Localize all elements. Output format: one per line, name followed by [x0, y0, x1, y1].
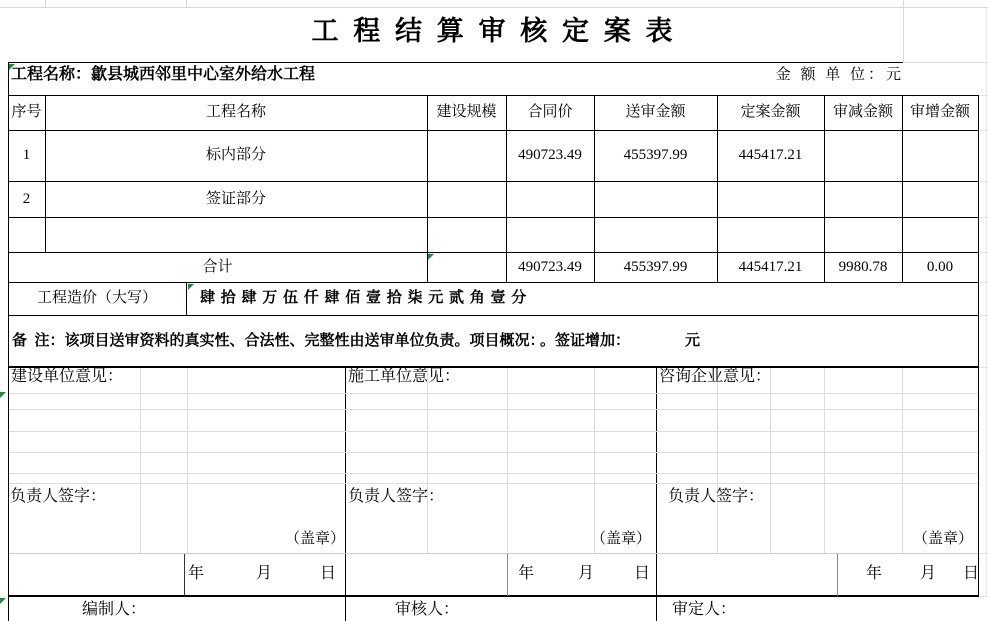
cell-submitted-amount[interactable]: [594, 181, 717, 217]
form-border: [8, 62, 903, 63]
cell-error-marker: [0, 598, 6, 604]
signer-label: 负责人签字：: [348, 488, 445, 505]
date-day-label: 日: [634, 565, 651, 582]
header-project-name: 工程名称: [205, 104, 266, 120]
grid-line: [979, 252, 988, 253]
total-finalized-amount[interactable]: 445417.21: [738, 258, 803, 275]
grid-line: [979, 315, 988, 316]
cell-seq[interactable]: [8, 217, 45, 252]
seal-label: （盖章）: [591, 531, 652, 547]
cell-scale[interactable]: [427, 130, 506, 181]
remark-note: 备 注：该项目送审资料的真实性、合法性、完整性由送审单位负责。项目概况：: [12, 333, 545, 349]
total-submitted-amount[interactable]: 455397.99: [623, 258, 688, 275]
cell-scale[interactable]: [427, 217, 506, 252]
cell-contract-price[interactable]: 490723.49: [518, 147, 582, 163]
grid-line: [45, 0, 46, 7]
date-year-label: 年: [518, 565, 535, 582]
grid-line: [979, 596, 988, 597]
grid-line: [903, 62, 988, 63]
cell-error-marker: [0, 392, 6, 398]
cell-project-name[interactable]: 标内部分: [205, 147, 266, 163]
grid-line: [979, 130, 988, 131]
approver-label: 审定人：: [672, 601, 737, 618]
date-month-label: 月: [578, 565, 595, 582]
cell-seq[interactable]: 2: [22, 190, 31, 207]
header-seq: 序号: [11, 104, 42, 120]
header-reduced-amount: 审减金额: [832, 104, 893, 120]
cell-submitted-amount[interactable]: 455397.99: [623, 147, 688, 163]
cell-increased-amount[interactable]: [902, 217, 978, 252]
cell-increased-amount[interactable]: [902, 181, 978, 217]
cell-error-marker: [428, 254, 434, 260]
cell-error-marker: [188, 284, 194, 290]
seal-label: （盖章）: [285, 531, 346, 547]
cell-finalized-amount[interactable]: [717, 217, 824, 252]
remark-visa-add-label: 。签证增加：: [540, 333, 631, 349]
cell-scale[interactable]: [427, 181, 506, 217]
grid-line: [979, 282, 988, 283]
cell-finalized-amount[interactable]: [717, 181, 824, 217]
opinion-title: 建设单位意见：: [11, 368, 124, 385]
amount-unit-label: 金 额 单 位：元: [775, 67, 904, 83]
grid-line: [979, 217, 988, 218]
form-border: [8, 315, 979, 316]
cell-reduced-amount[interactable]: [824, 181, 902, 217]
opinion-title: 施工单位意见：: [348, 368, 461, 385]
cell-reduced-amount[interactable]: [824, 217, 902, 252]
cell-project-name[interactable]: 签证部分: [205, 190, 266, 207]
header-finalized-amount: 定案金额: [740, 104, 801, 120]
opinion-title: 咨询企业意见：: [659, 368, 772, 385]
cell-error-marker: [9, 64, 15, 70]
cell-submitted-amount[interactable]: [594, 217, 717, 252]
total-contract-price[interactable]: 490723.49: [518, 258, 582, 275]
amount-words-label: 工程造价（大写）: [36, 290, 157, 306]
total-reduced-amount[interactable]: 9980.78: [838, 258, 888, 275]
date-year-label: 年: [188, 565, 205, 582]
date-month-label: 月: [920, 565, 937, 582]
date-day-label: 日: [320, 565, 337, 582]
form-border: [8, 595, 979, 597]
cell-contract-price[interactable]: [506, 181, 594, 217]
header-submitted-amount: 送审金额: [625, 104, 686, 120]
date-year-label: 年: [866, 565, 883, 582]
opinion-box-contractor[interactable]: [346, 368, 656, 595]
preparer-label: 编制人：: [82, 601, 147, 618]
amount-words-value[interactable]: 肆 拾 肆 万 伍 仟 肆 佰 壹 拾 柒 元 贰 角 壹 分: [200, 290, 528, 306]
cell-reduced-amount[interactable]: [824, 130, 902, 181]
date-month-label: 月: [256, 565, 273, 582]
cell-contract-price[interactable]: [506, 217, 594, 252]
cell-project-name[interactable]: [45, 217, 427, 252]
header-scale: 建设规模: [436, 104, 497, 120]
total-label: 合计: [202, 258, 233, 275]
cell-finalized-amount[interactable]: 445417.21: [738, 147, 803, 163]
cell-increased-amount[interactable]: [902, 130, 978, 181]
grid-line: [0, 7, 988, 8]
reviewer-label: 审核人：: [395, 601, 460, 618]
grid-line: [979, 367, 988, 368]
opinion-box-consultant[interactable]: [657, 368, 978, 595]
grid-line: [979, 95, 988, 96]
page-title: 工 程 结 算 审 核 定 案 表: [311, 16, 677, 46]
project-name-label: 工程名称：歙县城西邻里中心室外给水工程: [11, 66, 316, 83]
header-contract-price: 合同价: [527, 104, 573, 120]
total-increased-amount[interactable]: 0.00: [926, 258, 954, 275]
header-increased-amount: 审增金额: [909, 104, 970, 120]
form-border: [978, 95, 979, 596]
opinion-box-owner[interactable]: [9, 368, 345, 595]
seal-label: （盖章）: [913, 531, 974, 547]
grid-line: [979, 553, 988, 554]
grid-line: [186, 0, 187, 7]
grid-line: [979, 181, 988, 182]
signer-label: 负责人签字：: [668, 488, 765, 505]
cell-seq[interactable]: 1: [22, 147, 31, 163]
signer-label: 负责人签字：: [10, 488, 107, 505]
date-day-label: 日: [963, 565, 980, 582]
remark-visa-add-unit: 元: [685, 333, 701, 349]
grid-line: [986, 8, 987, 596]
